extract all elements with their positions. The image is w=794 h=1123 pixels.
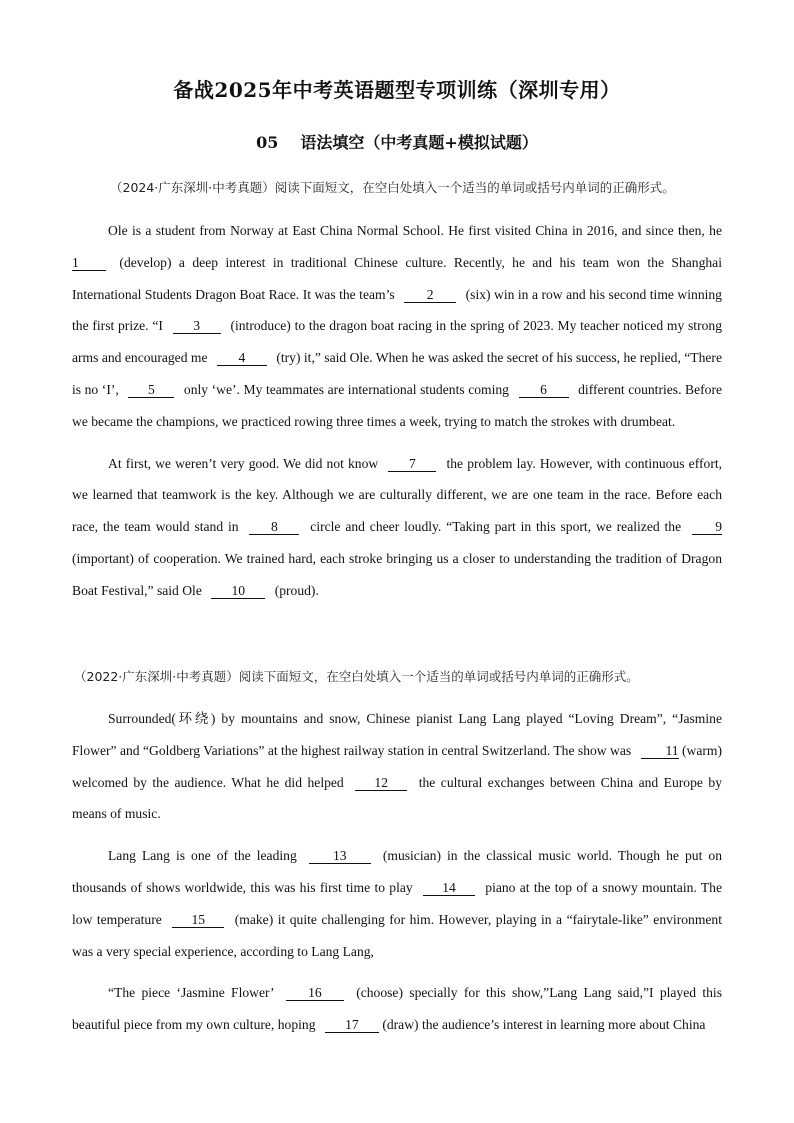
section-name: 语法填空（中考真题+模拟试题） [300, 133, 538, 152]
passage1-body [72, 215, 722, 607]
page-title: 备战2025年中考英语题型专项训练（深圳专用） [173, 78, 621, 102]
blank-1[interactable]: 1 [72, 255, 106, 271]
blank-13[interactable]: 13 [309, 848, 371, 864]
blank-10[interactable]: 10 [211, 583, 265, 599]
passage1-paragraph-2: At first, we weren’t very good. We did not know 7 the problem lay. However, with continuous effort, we learned that teamwork is the key. Although we are culturally different, we are one team in the race. Before each race, the team would stand in 8 circle and cheer loudly. “Taking part in this sport, we realized the 9 (important) of cooperation. We trained hard, each stroke bringing us a closer to understanding the tradition of Dragon Boat Festival,” said Ole 10 (proud). [72, 455, 723, 598]
blank-11[interactable]: 11 [641, 743, 679, 759]
blank-6[interactable]: 6 [519, 382, 569, 398]
blank-2[interactable]: 2 [404, 287, 456, 303]
passage1-paragraph-1: Ole is a student from Norway at East China Normal School. He first visited China in 2016, and since then, he 1 (develop) a deep interest in traditional Chinese culture. Recently, he and his team won the Shanghai International Students Dragon Boat Race. It was the team’s 2 (six) win in a row and his second time winning the first prize. “I 3 (introduce) to the dragon boat racing in the spring of 2023. My teacher noticed my strong arms and encouraged me 4 (try) it,” said Ole. When he was asked the secret of his success, he replied, “There is no ‘I’, 5 only ‘we’. My teammates are international students coming 6 different countries. Before we became the champions, we practiced rowing three times a week, trying to match the strokes with drumbeat. [72, 223, 723, 429]
blank-15[interactable]: 15 [172, 912, 224, 928]
passage2-instruction: （2022·广东深圳·中考真题）阅读下面短文，在空白处填入一个适当的单词或括号内单词的正确形式。 [74, 669, 639, 684]
passage1-instruction: （2024·广东深圳·中考真题）阅读下面短文，在空白处填入一个适当的单词或括号内单词的正确形式。 [110, 180, 675, 195]
blank-3[interactable]: 3 [173, 318, 221, 334]
section-number: 05 [256, 133, 279, 152]
blank-9[interactable]: 9 [692, 519, 722, 535]
blank-14[interactable]: 14 [423, 880, 475, 896]
blank-4[interactable]: 4 [217, 350, 267, 366]
blank-7[interactable]: 7 [388, 456, 436, 472]
passage2-paragraph-3: “The piece ‘Jasmine Flower’ 16 (choose) specially for this show,”Lang Lang said,”I played this beautiful piece from my own culture, hoping 17 (draw) the audience’s interest in learning more about China [72, 985, 722, 1033]
passage2-paragraph-1: Surrounded(环绕) by mountains and snow, Chinese pianist Lang Lang played “Loving Dream”, “Jasmine Flower” and “Goldberg Variations” at the highest railway station in central Switzerland. The show was 11 (warm) welcomed by the audience. What he did helped 12 the cultural exchanges between China and Europe by means of music. [72, 711, 723, 822]
blank-17[interactable]: 17 [325, 1017, 379, 1033]
blank-16[interactable]: 16 [286, 985, 344, 1001]
blank-5[interactable]: 5 [128, 382, 174, 398]
passage2-paragraph-2: Lang Lang is one of the leading 13 (musician) in the classical music world. Though he put on thousands of shows worldwide, this was his first time to play 14 piano at the top of a snowy mountain. The low temperature 15 (make) it quite challenging for him. However, playing in a “fairytale-like” environment was a very special experience, according to Lang Lang, [72, 848, 723, 959]
blank-12[interactable]: 12 [355, 775, 407, 791]
section-subtitle [0, 130, 794, 153]
passage2-body [72, 703, 722, 1041]
blank-8[interactable]: 8 [249, 519, 299, 535]
